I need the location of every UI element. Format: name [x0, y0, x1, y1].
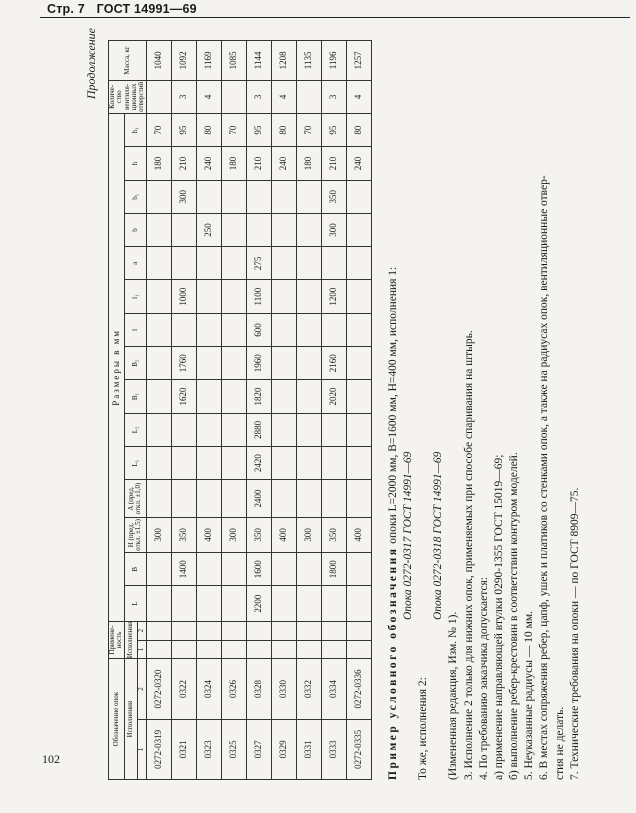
table-cell-B1 — [271, 380, 296, 413]
table-cell-L1 — [271, 446, 296, 479]
table-cell-L1 — [321, 446, 346, 479]
table-cell-B — [296, 553, 321, 586]
table-cell-b — [146, 213, 171, 246]
table-cell-h: 210 — [171, 147, 196, 180]
table-cell-m: 1169 — [196, 41, 221, 81]
table-cell-h: 180 — [221, 147, 246, 180]
table-cell-v1: 0272-0319 — [146, 719, 171, 779]
table-cell-l — [321, 313, 346, 346]
table-cell-l1 — [346, 280, 371, 313]
col-l: l — [124, 313, 146, 346]
table-cell-b: 250 — [196, 213, 221, 246]
table-cell-h: 240 — [271, 147, 296, 180]
table-cell-l — [146, 313, 171, 346]
note-5: 5. Неуказанные радиусы — 10 мм. — [523, 610, 536, 780]
table-cell-a — [146, 247, 171, 280]
table-cell-b1 — [221, 180, 246, 213]
table-cell-a1 — [346, 640, 371, 659]
table-cell-l — [296, 313, 321, 346]
table-cell-a1 — [146, 640, 171, 659]
table-cell-v1: 0331 — [296, 719, 321, 779]
example-code: Опока 0272-0317 ГОСТ 14991—69 — [401, 451, 414, 620]
table-cell-b1 — [196, 180, 221, 213]
col-A: A (пред. откл. ±1,0) — [124, 480, 146, 517]
applicability-header: Примененость — [109, 621, 125, 658]
table-cell-a1 — [196, 640, 221, 659]
table-cell-a2 — [346, 621, 371, 640]
table-row — [271, 41, 296, 780]
table-row — [346, 41, 371, 780]
table-cell-H: 400 — [346, 517, 371, 552]
table-cell-L1 — [146, 446, 171, 479]
table-cell-L — [146, 586, 171, 621]
note-6: 6. В местах сопряжения ребер, цапф, ушек и платиков со стенками опок, а также на радиусах опок, вентиляционные отвер- — [538, 175, 551, 780]
table-cell-a — [346, 247, 371, 280]
table-cell-B2: 1760 — [171, 347, 196, 380]
table-cell-b1 — [296, 180, 321, 213]
table-cell-l1 — [221, 280, 246, 313]
table-cell-b1: 350 — [321, 180, 346, 213]
table-cell-L — [196, 586, 221, 621]
table-cell-h1: 80 — [271, 114, 296, 147]
table-cell-v1: 0323 — [196, 719, 221, 779]
table-cell-L2 — [296, 413, 321, 446]
table-cell-B — [196, 553, 221, 586]
table-cell-n: 3 — [246, 80, 271, 113]
col-B1: B₁ — [124, 380, 146, 413]
table-cell-B1 — [346, 380, 371, 413]
col-b: b — [124, 213, 146, 246]
table-cell-a2 — [146, 621, 171, 640]
table-row — [196, 41, 221, 780]
table-cell-l — [346, 313, 371, 346]
table-cell-B — [346, 553, 371, 586]
table-cell-A — [271, 480, 296, 517]
standard-number: ГОСТ 14991—69 — [96, 2, 197, 16]
table-cell-a — [221, 247, 246, 280]
table-cell-l — [221, 313, 246, 346]
table-cell-h: 240 — [346, 147, 371, 180]
table-cell-B — [271, 553, 296, 586]
table-cell-a1 — [246, 640, 271, 659]
col-a: a — [124, 247, 146, 280]
dimensions-table — [108, 40, 372, 780]
table-cell-b1 — [271, 180, 296, 213]
table-cell-b: 300 — [321, 213, 346, 246]
table-cell-H: 300 — [146, 517, 171, 552]
table-cell-B: 1600 — [246, 553, 271, 586]
table-cell-L2 — [271, 413, 296, 446]
table-cell-n: 3 — [321, 80, 346, 113]
table-cell-h1: 80 — [346, 114, 371, 147]
table-cell-b1 — [246, 180, 271, 213]
continuation-label: Продолжение — [84, 28, 98, 100]
table-cell-H: 400 — [271, 517, 296, 552]
table-cell-B2 — [221, 347, 246, 380]
example-label: Пример условного обозначения — [386, 546, 399, 780]
table-cell-v2: 0324 — [196, 659, 221, 719]
table-row — [171, 41, 196, 780]
table-cell-l1 — [296, 280, 321, 313]
table-row — [321, 41, 346, 780]
table-cell-v2: 0334 — [321, 659, 346, 719]
rotated-content — [84, 28, 636, 780]
table-cell-l1 — [271, 280, 296, 313]
table-cell-L1 — [221, 446, 246, 479]
table-cell-H: 350 — [171, 517, 196, 552]
note-7: 7. Технические требования на опоки — по ГОСТ 8909—75. — [568, 487, 581, 780]
table-cell-n — [146, 80, 171, 113]
table-cell-L2 — [221, 413, 246, 446]
table-cell-l1: 1000 — [171, 280, 196, 313]
vent-count-header: Количество вентиляционных отверстий — [108, 81, 146, 112]
table-cell-n — [221, 80, 246, 113]
table-cell-h: 240 — [196, 147, 221, 180]
table-cell-B: 1800 — [321, 553, 346, 586]
table-cell-a1 — [171, 640, 196, 659]
table-cell-h: 180 — [296, 147, 321, 180]
table-cell-L1 — [346, 446, 371, 479]
table-cell-A — [296, 480, 321, 517]
table-cell-h1: 80 — [196, 114, 221, 147]
table-cell-m: 1135 — [296, 41, 321, 81]
table-cell-a — [271, 247, 296, 280]
col-h: h — [124, 147, 146, 180]
edition-note: (Измененная редакция, Изм. № 1). — [447, 611, 460, 780]
note-6b: стия не делать. — [553, 706, 566, 780]
table-cell-B1: 1620 — [171, 380, 196, 413]
table-cell-n: 4 — [196, 80, 221, 113]
col-H: H (пред. откл. ±1,5) — [124, 517, 146, 552]
table-cell-v2: 0322 — [171, 659, 196, 719]
table-cell-a1 — [221, 640, 246, 659]
table-cell-H: 350 — [246, 517, 271, 552]
table-cell-v2: 0272-0320 — [146, 659, 171, 719]
table-cell-l: 600 — [246, 313, 271, 346]
table-cell-h1: 70 — [221, 114, 246, 147]
table-cell-v1: 0325 — [221, 719, 246, 779]
table-cell-h1: 95 — [171, 114, 196, 147]
table-cell-A: 2400 — [246, 480, 271, 517]
table-cell-a2 — [321, 621, 346, 640]
table-cell-a — [321, 247, 346, 280]
table-cell-b — [171, 213, 196, 246]
table-cell-h1: 95 — [246, 114, 271, 147]
table-cell-a1 — [321, 640, 346, 659]
table-cell-h: 210 — [246, 147, 271, 180]
table-cell-L1: 2420 — [246, 446, 271, 479]
table-cell-b — [271, 213, 296, 246]
col-b1: b₁ — [124, 180, 146, 213]
table-cell-L — [171, 586, 196, 621]
col-l1: l₁ — [124, 280, 146, 313]
table-cell-a1 — [271, 640, 296, 659]
same-code: Опока 0272-0318 ГОСТ 14991—69 — [432, 451, 445, 620]
col-h1: h₁ — [124, 114, 146, 147]
table-cell-m: 1196 — [321, 41, 346, 81]
table-cell-n — [296, 80, 321, 113]
note-4a: а) применение направляющей втулки 0290-1355 ГОСТ 15019—69; — [492, 454, 505, 780]
col-L: L — [124, 586, 146, 621]
table-cell-B1 — [296, 380, 321, 413]
table-cell-b — [296, 213, 321, 246]
table-cell-B1 — [221, 380, 246, 413]
table-cell-n: 4 — [271, 80, 296, 113]
table-cell-n: 3 — [171, 80, 196, 113]
col-L1: L₁ — [124, 446, 146, 479]
table-cell-l1 — [196, 280, 221, 313]
table-cell-v2: 0326 — [221, 659, 246, 719]
col-B: B — [124, 553, 146, 586]
table-cell-B — [146, 553, 171, 586]
table-cell-v2: 0328 — [246, 659, 271, 719]
example-line — [386, 40, 401, 780]
table-cell-B1: 1820 — [246, 380, 271, 413]
note-4: 4. По требованию заказчика допускается: — [477, 576, 490, 780]
table-cell-H: 300 — [296, 517, 321, 552]
table-cell-B2 — [146, 347, 171, 380]
versions-header-2: Исполнения — [124, 621, 138, 658]
versions-header: Исполнения — [124, 659, 138, 780]
table-cell-L — [321, 586, 346, 621]
table-cell-A — [346, 480, 371, 517]
mass-header: Масса, кг — [109, 41, 147, 81]
table-cell-H: 400 — [196, 517, 221, 552]
table-cell-a2 — [296, 621, 321, 640]
table-cell-v1: 0327 — [246, 719, 271, 779]
table-cell-l — [196, 313, 221, 346]
table-cell-L1 — [296, 446, 321, 479]
table-cell-A — [321, 480, 346, 517]
table-cell-l — [271, 313, 296, 346]
table-cell-L2 — [171, 413, 196, 446]
table-cell-L — [346, 586, 371, 621]
table-cell-v2: 0272-0336 — [346, 659, 371, 719]
col-L2: L₂ — [124, 413, 146, 446]
table-cell-v1: 0321 — [171, 719, 196, 779]
table-cell-b — [246, 213, 271, 246]
table-cell-b1 — [146, 180, 171, 213]
table-cell-v1: 0333 — [321, 719, 346, 779]
table-cell-h: 210 — [321, 147, 346, 180]
table-cell-b1 — [346, 180, 371, 213]
table-cell-L: 2200 — [246, 586, 271, 621]
table-cell-B1 — [146, 380, 171, 413]
table-cell-a2 — [221, 621, 246, 640]
table-cell-h: 180 — [146, 147, 171, 180]
sizes-header: Размеры в мм — [109, 114, 125, 622]
table-cell-a2 — [271, 621, 296, 640]
table-cell-m: 1208 — [271, 41, 296, 81]
table-cell-b — [221, 213, 246, 246]
table-cell-h1: 70 — [146, 114, 171, 147]
note-4b: б) выполнение ребер-крестовин в соответствии контуром моделей. — [508, 452, 521, 780]
table-cell-v2: 0332 — [296, 659, 321, 719]
table-cell-L2: 2880 — [246, 413, 271, 446]
table-cell-L2 — [146, 413, 171, 446]
notes-block — [386, 40, 583, 780]
table-cell-L1 — [171, 446, 196, 479]
table-cell-m: 1092 — [171, 41, 196, 81]
table-cell-B2: 2160 — [321, 347, 346, 380]
designation-header: Обозначение опок — [109, 659, 125, 780]
same-text: То же, исполнения 2: — [417, 677, 430, 780]
example-text: опоки L=2000 мм, B=1600 мм, H=400 мм, исполнения 1: — [386, 266, 399, 544]
header-rule — [40, 17, 630, 18]
table-cell-n: 4 — [346, 80, 371, 113]
table-cell-l — [171, 313, 196, 346]
table-cell-L2 — [321, 413, 346, 446]
note-3: 3. Исполнение 2 только для нижних опок, применяемых при способе спаривания на штырь. — [462, 330, 475, 780]
table-cell-B2: 1960 — [246, 347, 271, 380]
subcol-4: 2 — [138, 621, 146, 640]
page-header — [47, 2, 197, 16]
table-cell-l1: 1200 — [321, 280, 346, 313]
table-cell-a2 — [246, 621, 271, 640]
table-cell-L — [296, 586, 321, 621]
table-row — [146, 41, 171, 780]
table-row — [246, 41, 271, 780]
col-B2: B₂ — [124, 347, 146, 380]
table-cell-L2 — [196, 413, 221, 446]
table-cell-b1: 300 — [171, 180, 196, 213]
table-cell-l1 — [146, 280, 171, 313]
subcol-2: 2 — [138, 659, 146, 719]
table-cell-A — [221, 480, 246, 517]
table-cell-a1 — [296, 640, 321, 659]
table-cell-B2 — [346, 347, 371, 380]
table-cell-a2 — [171, 621, 196, 640]
table-cell-B1 — [196, 380, 221, 413]
table-cell-B2 — [296, 347, 321, 380]
subcol-1: 1 — [138, 719, 146, 779]
subcol-3: 1 — [138, 640, 146, 659]
table-cell-m: 1040 — [146, 41, 171, 81]
table-cell-a2 — [196, 621, 221, 640]
page-number: 102 — [42, 752, 60, 766]
table-cell-A — [146, 480, 171, 517]
table-cell-h1: 70 — [296, 114, 321, 147]
table-cell-l1: 1100 — [246, 280, 271, 313]
table-cell-a — [171, 247, 196, 280]
table-cell-B2 — [196, 347, 221, 380]
table-row — [221, 41, 246, 780]
table-cell-v2: 0330 — [271, 659, 296, 719]
table-cell-m: 1144 — [246, 41, 271, 81]
table-cell-L — [221, 586, 246, 621]
table-cell-A — [196, 480, 221, 517]
table-cell-L1 — [196, 446, 221, 479]
table-cell-L2 — [346, 413, 371, 446]
table-cell-h1: 95 — [321, 114, 346, 147]
table-cell-B — [221, 553, 246, 586]
table-cell-A — [171, 480, 196, 517]
page-label: Стр. 7 — [47, 2, 85, 16]
table-cell-v1: 0329 — [271, 719, 296, 779]
table-cell-B2 — [271, 347, 296, 380]
table-row — [296, 41, 321, 780]
table-cell-a — [296, 247, 321, 280]
table-cell-H: 300 — [221, 517, 246, 552]
table-cell-B1: 2020 — [321, 380, 346, 413]
table-cell-v1: 0272-0335 — [346, 719, 371, 779]
table-cell-a: 275 — [246, 247, 271, 280]
table-cell-H: 350 — [321, 517, 346, 552]
table-cell-L — [271, 586, 296, 621]
table-cell-m: 1257 — [346, 41, 371, 81]
table-cell-m: 1085 — [221, 41, 246, 81]
table-cell-B: 1400 — [171, 553, 196, 586]
table-cell-a — [196, 247, 221, 280]
table-cell-b — [346, 213, 371, 246]
